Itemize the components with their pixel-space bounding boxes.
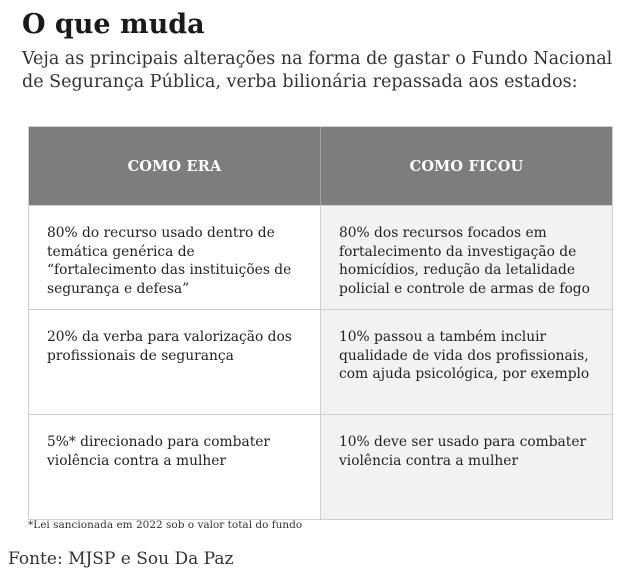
- table-row: [29, 309, 612, 414]
- cell-after: 10% deve ser usado para combater violência contra a mulher: [321, 415, 612, 519]
- cell-before: 20% da verba para valorização dos profissionais de segurança: [29, 310, 321, 414]
- source-credit: Fonte: MJSP e Sou Da Paz: [8, 549, 234, 569]
- comparison-table: [28, 126, 613, 520]
- cell-after: 80% dos recursos focados em fortalecimento da investigação de homicídios, redução da letalidade policial e controle de armas de fogo: [321, 206, 612, 309]
- cell-after: 10% passou a também incluir qualidade de vida dos profissionais, com ajuda psicológica, por exemplo: [321, 310, 612, 414]
- cell-before: 5%* direcionado para combater violência contra a mulher: [29, 415, 321, 519]
- footnote: *Lei sancionada em 2022 sob o valor total do fundo: [28, 519, 303, 531]
- column-header-como-ficou: COMO FICOU: [409, 157, 524, 175]
- table-header: [29, 127, 612, 205]
- table-row: [29, 205, 612, 309]
- cell-before: 80% do recurso usado dentro de temática genérica de “fortalecimento das instituições de segurança e defesa”: [29, 206, 321, 309]
- page-title: O que muda: [22, 9, 205, 40]
- column-header-como-era: COMO ERA: [29, 127, 321, 205]
- table-row: [29, 414, 612, 519]
- page-subtitle: Veja as principais alterações na forma de gastar o Fundo Nacional de Segurança Pública, verba bilionária repassada aos estados:: [22, 49, 613, 92]
